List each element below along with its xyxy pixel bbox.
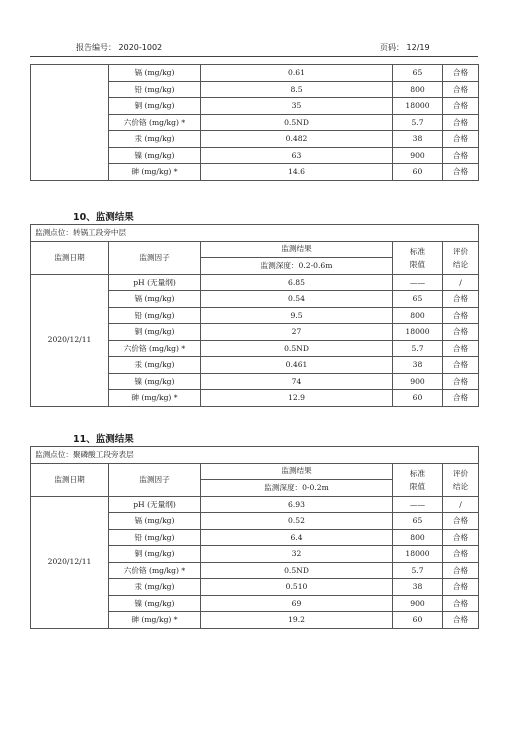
result-cell: 9.5 [201,307,393,324]
limit-cell: —— [393,496,443,513]
result-cell: 14.6 [201,164,393,181]
factor-cell: 铅 (mg/kg) [109,307,201,324]
limit-cell: —— [393,274,443,291]
conclusion-header-line1: 评价 [452,246,469,256]
factor-header: 监测因子 [109,463,201,496]
conclusion-cell: / [443,496,479,513]
header-row [31,241,479,258]
factor-cell: 镍 (mg/kg) [109,147,201,164]
factor-cell: 铜 (mg/kg) [109,324,201,341]
limit-cell: 65 [393,291,443,308]
conclusion-cell: 合格 [443,595,479,612]
conclusion-cell: 合格 [443,131,479,148]
report-number: 报告编号： 2020-1002 [76,43,163,52]
page-number: 页码： 12/19 [380,43,430,52]
factor-cell: 镍 (mg/kg) [109,595,201,612]
table-row [31,496,479,513]
factor-cell: 铅 (mg/kg) [109,81,201,98]
conclusion-cell: 合格 [443,390,479,407]
depth-header: 监测深度：0-0.2m [201,480,393,497]
conclusion-cell: 合格 [443,98,479,115]
limit-header-line2: 限值 [409,259,426,269]
date-cell: 2020/12/11 [31,274,109,406]
conclusion-cell: 合格 [443,340,479,357]
limit-cell: 800 [393,81,443,98]
limit-cell: 900 [393,373,443,390]
factor-cell: 镉 (mg/kg) [109,291,201,308]
limit-cell: 5.7 [393,562,443,579]
result-cell: 69 [201,595,393,612]
conclusion-header [443,241,479,274]
conclusion-cell: 合格 [443,114,479,131]
result-cell: 6.85 [201,274,393,291]
factor-cell: 汞 (mg/kg) [109,579,201,596]
conclusion-cell: 合格 [443,579,479,596]
factor-cell: 六价铬 (mg/kg) * [109,114,201,131]
date-header: 监测日期 [31,463,109,496]
limit-header-line1: 标准 [409,468,426,478]
result-header: 监测结果 [201,241,393,258]
result-cell: 12.9 [201,390,393,407]
conclusion-cell: / [443,274,479,291]
result-cell: 27 [201,324,393,341]
limit-cell: 18000 [393,98,443,115]
date-cell-blank [31,65,109,181]
date-cell: 2020/12/11 [31,496,109,628]
result-header: 监测结果 [201,463,393,480]
date-header: 监测日期 [31,241,109,274]
result-cell: 74 [201,373,393,390]
factor-cell: 汞 (mg/kg) [109,357,201,374]
result-cell: 0.5ND [201,340,393,357]
result-cell: 32 [201,546,393,563]
result-cell: 0.510 [201,579,393,596]
limit-cell: 60 [393,164,443,181]
result-cell: 35 [201,98,393,115]
limit-cell: 800 [393,307,443,324]
result-cell: 6.93 [201,496,393,513]
conclusion-header-line2: 结论 [452,259,469,269]
location-row [31,225,479,242]
limit-header-line2: 限值 [409,481,426,491]
limit-header-line1: 标准 [409,246,426,256]
result-cell: 19.2 [201,612,393,629]
factor-cell: pH (无量纲) [109,496,201,513]
limit-cell: 800 [393,529,443,546]
factor-cell: 铅 (mg/kg) [109,529,201,546]
limit-cell: 900 [393,595,443,612]
conclusion-header-line2: 结论 [452,481,469,491]
conclusion-cell: 合格 [443,65,479,82]
conclusion-cell: 合格 [443,513,479,530]
limit-cell: 900 [393,147,443,164]
conclusion-cell: 合格 [443,291,479,308]
limit-cell: 18000 [393,546,443,563]
factor-header: 监测因子 [109,241,201,274]
factor-cell: 六价铬 (mg/kg) * [109,562,201,579]
conclusion-cell: 合格 [443,546,479,563]
conclusion-cell: 合格 [443,81,479,98]
result-cell: 6.4 [201,529,393,546]
table-row [31,65,479,82]
limit-cell: 5.7 [393,340,443,357]
limit-cell: 65 [393,65,443,82]
table-row [31,274,479,291]
header-rule [30,56,478,57]
limit-cell: 5.7 [393,114,443,131]
limit-cell: 38 [393,579,443,596]
factor-cell: 镉 (mg/kg) [109,513,201,530]
result-cell: 63 [201,147,393,164]
conclusion-header-line1: 评价 [452,468,469,478]
location-cell: 监测点位：转锅工段旁中层 [31,225,479,242]
conclusion-cell: 合格 [443,373,479,390]
factor-cell: 汞 (mg/kg) [109,131,201,148]
conclusion-cell: 合格 [443,147,479,164]
result-cell: 0.52 [201,513,393,530]
result-cell: 0.482 [201,131,393,148]
continued-results-table [30,64,479,181]
depth-header: 监测深度：0.2-0.6m [201,258,393,275]
factor-cell: 铜 (mg/kg) [109,546,201,563]
limit-cell: 65 [393,513,443,530]
factor-cell: 砷 (mg/kg) * [109,612,201,629]
section-10-title: 10、监测结果 [73,212,134,223]
limit-header [393,241,443,274]
conclusion-cell: 合格 [443,324,479,341]
factor-cell: pH (无量纲) [109,274,201,291]
factor-cell: 砷 (mg/kg) * [109,164,201,181]
result-cell: 0.461 [201,357,393,374]
limit-cell: 60 [393,612,443,629]
conclusion-header [443,463,479,496]
conclusion-cell: 合格 [443,357,479,374]
conclusion-cell: 合格 [443,612,479,629]
conclusion-cell: 合格 [443,529,479,546]
factor-cell: 镉 (mg/kg) [109,65,201,82]
location-row [31,447,479,464]
conclusion-cell: 合格 [443,307,479,324]
conclusion-cell: 合格 [443,164,479,181]
location-cell: 监测点位：聚磷酸工段旁表层 [31,447,479,464]
result-cell: 0.5ND [201,562,393,579]
limit-cell: 60 [393,390,443,407]
factor-cell: 铜 (mg/kg) [109,98,201,115]
limit-cell: 38 [393,131,443,148]
result-cell: 0.61 [201,65,393,82]
section-10-table [30,224,479,407]
factor-cell: 六价铬 (mg/kg) * [109,340,201,357]
header-row [31,463,479,480]
section-11-title: 11、监测结果 [73,434,134,445]
result-cell: 8.5 [201,81,393,98]
result-cell: 0.54 [201,291,393,308]
factor-cell: 砷 (mg/kg) * [109,390,201,407]
result-cell: 0.5ND [201,114,393,131]
limit-cell: 18000 [393,324,443,341]
conclusion-cell: 合格 [443,562,479,579]
limit-cell: 38 [393,357,443,374]
section-11-table [30,446,479,629]
limit-header [393,463,443,496]
factor-cell: 镍 (mg/kg) [109,373,201,390]
